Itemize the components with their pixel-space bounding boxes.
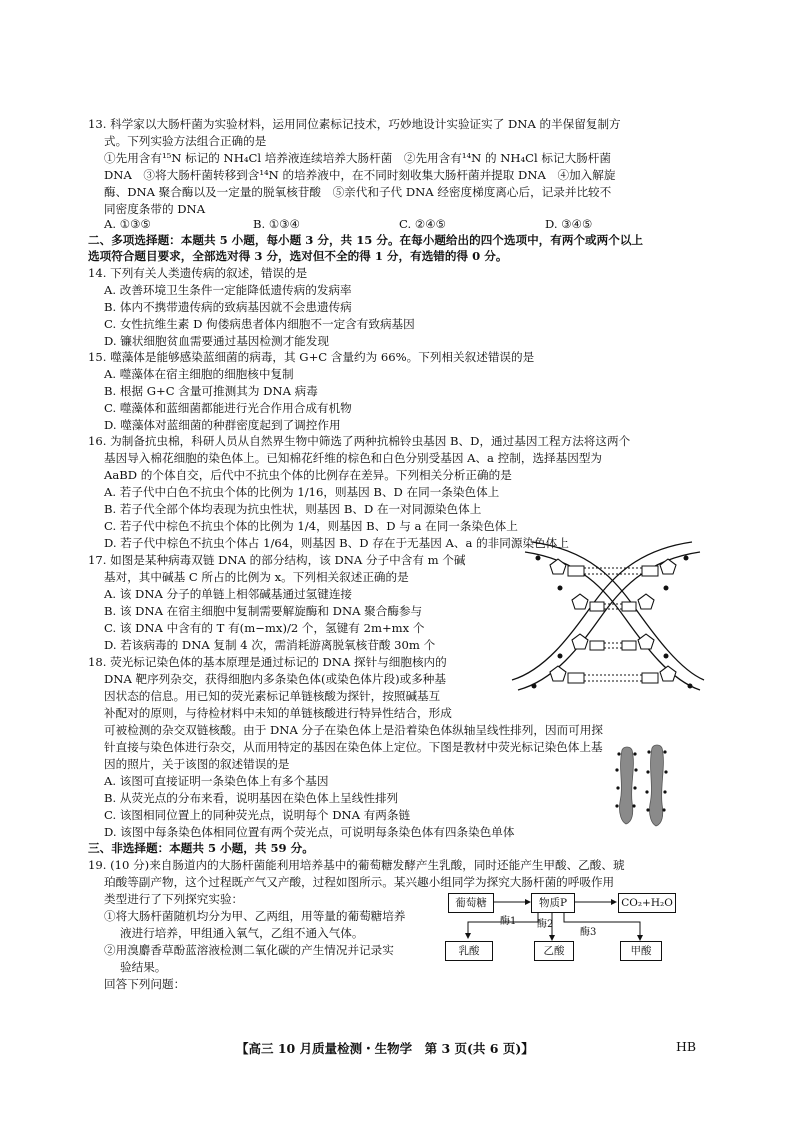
q19-line-6: ②用溴麝香草酚蓝溶液检测二氧化碳的产生情况并记录实 [104, 943, 394, 957]
chromosome-fluorescence-photo [612, 744, 672, 828]
q19-line-8: 回答下列问题： [104, 977, 186, 991]
q13-line-5: 酶、DNA 聚合酶以及一定量的脱氧核苷酸 ⑤亲代和子代 DNA 经密度梯度离心后，记录并比较不 [104, 185, 612, 199]
q17-option-a[interactable]: A. 该 DNA 分子的单链上相邻碱基通过氢键连接 [104, 587, 353, 601]
lactic-acid-box: 乳酸 [445, 941, 493, 961]
substance-p-box: 物质P [531, 893, 575, 913]
q17-line-1: 17. 如图是某种病毒双链 DNA 的部分结构，该 DNA 分子中含有 m 个碱 [88, 553, 466, 567]
enzyme-3-label: 酶3 [580, 927, 597, 938]
q16-option-c[interactable]: C. 若子代中棕色不抗虫个体的比例为 1/4，则基因 B、D 与 a 在同一条染色体上 [104, 519, 518, 533]
section-3-heading: 三、非选择题：本题共 5 小题，共 59 分。 [88, 841, 314, 855]
q13-line-3: ①先用含有¹⁵N 标记的 NH₄Cl 培养液连续培养大肠杆菌 ②先用含有¹⁴N 的 NH₄Cl 标记大肠杆菌 [104, 151, 611, 165]
q18-option-a[interactable]: A. 该图可直接证明一条染色体上有多个基因 [104, 774, 329, 788]
footer-code: HB [676, 1039, 697, 1054]
q18-line-6: 针直接与染色体进行杂交，从而用特定的基因在染色体上定位。下图是教材中荧光标记染色体上基 [104, 740, 603, 754]
formic-acid-box: 甲酸 [620, 941, 662, 961]
q17-option-c[interactable]: C. 该 DNA 中含有的 T 有(m−mx)/2 个，氢键有 2m+mx 个 [104, 621, 425, 635]
q16-line-2: 基因导入棉花细胞的染色体上。已知棉花纤维的棕色和白色分别受基因 A、a 控制，选择基因型为 [104, 451, 603, 465]
q19-line-4: ①将大肠杆菌随机均分为甲、乙两组，用等量的葡萄糖培养 [104, 909, 406, 923]
q13-line-1: 13. 科学家以大肠杆菌为实验材料，运用同位素标记技术，巧妙地设计实验证实了 DNA 的半保留复制方 [88, 117, 621, 131]
page-footer: 【高三 10 月质量检测・生物学 第 3 页(共 6 页)】 [236, 1041, 534, 1056]
q16-line-1: 16. 为制备抗虫棉，科研人员从自然界生物中筛选了两种抗棉铃虫基因 B、D，通过基因工程方法将这两个 [88, 434, 631, 448]
q17-option-d[interactable]: D. 若该病毒的 DNA 复制 4 次，需消耗游离脱氧核苷酸 30m 个 [104, 638, 436, 652]
q13-line-4: DNA ③将大肠杆菌转移到含¹⁴N 的培养液中，在不同时刻收集大肠杆菌并提取 DNA ④加入解旋 [104, 168, 616, 182]
q18-option-c[interactable]: C. 该图相同位置上的同种荧光点，说明每个 DNA 有两条链 [104, 808, 411, 822]
enzyme-1-label: 酶1 [500, 916, 517, 927]
q15-option-a[interactable]: A. 噬藻体在宿主细胞的细胞核中复制 [104, 367, 294, 381]
q15-stem: 15. 噬藻体是能够感染蓝细菌的病毒，其 G+C 含量约为 66%。下列相关叙述错误的是 [88, 350, 535, 364]
section-2-heading-2: 选项符合题目要求，全部选对得 3 分，选对但不全的得 1 分，有选错的得 0 分。 [88, 249, 508, 263]
q18-option-d[interactable]: D. 该图中每条染色体相同位置有两个荧光点，可说明每条染色体有四条染色单体 [104, 825, 515, 839]
q14-option-c[interactable]: C. 女性抗维生素 D 佝偻病患者体内细胞不一定含有致病基因 [104, 317, 415, 331]
co2-h2o-box: CO₂+H₂O [618, 893, 676, 913]
q19-line-7: 验结果。 [120, 960, 167, 974]
section-2-heading-1: 二、多项选择题：本题共 5 小题，每小题 3 分，共 15 分。在每小题给出的四个选项中，有两个或两个以上 [88, 233, 644, 247]
arrow-p-to-formic [564, 911, 640, 940]
q14-stem: 14. 下列有关人类遗传病的叙述，错误的是 [88, 266, 308, 280]
q15-option-d[interactable]: D. 噬藻体对蓝细菌的种群密度起到了调控作用 [104, 418, 341, 432]
q19-line-3: 类型进行了下列探究实验： [104, 892, 244, 906]
q13-option-d[interactable]: D. ③④⑤ [545, 217, 593, 231]
q17-option-b[interactable]: B. 该 DNA 在宿主细胞中复制需要解旋酶和 DNA 聚合酶参与 [104, 604, 423, 618]
acetic-acid-box: 乙酸 [534, 941, 574, 961]
q18-option-b[interactable]: B. 从荧光点的分布来看，说明基因在染色体上呈线性排列 [104, 791, 399, 805]
q13-option-b[interactable]: B. ①③④ [253, 217, 301, 231]
q19-line-5: 液进行培养，甲组通入氧气，乙组不通入气体。 [120, 926, 364, 940]
q18-line-5: 可被检测的杂交双链核酸。由于 DNA 分子在染色体上是沿着染色体纵轴呈线性排列，因而可用探 [104, 723, 603, 737]
q13-line-6: 同密度条带的 DNA [104, 202, 206, 216]
enzyme-2-label: 酶2 [537, 919, 554, 930]
q15-option-c[interactable]: C. 噬藻体和蓝细菌都能进行光合作用合成有机物 [104, 401, 352, 415]
q14-option-b[interactable]: B. 体内不携带遗传病的致病基因就不会患遗传病 [104, 300, 352, 314]
q14-option-d[interactable]: D. 镰状细胞贫血需要通过基因检测才能发现 [104, 334, 329, 348]
q14-option-a[interactable]: A. 改善环境卫生条件一定能降低遗传病的发病率 [104, 283, 352, 297]
q16-option-a[interactable]: A. 若子代中白色不抗虫个体的比例为 1/16，则基因 B、D 在同一条染色体上 [104, 485, 500, 499]
q15-option-b[interactable]: B. 根据 G+C 含量可推测其为 DNA 病毒 [104, 384, 318, 398]
q13-line-2: 式。下列实验方法组合正确的是 [104, 134, 267, 148]
glucose-box: 葡萄糖 [448, 893, 494, 913]
q16-option-b[interactable]: B. 若子代全部个体均表现为抗虫性状，则基因 B、D 在一对同源染色体上 [104, 502, 482, 516]
q18-line-4: 补配对的原则，与待检材料中未知的单链核酸进行特异性结合，形成 [104, 706, 452, 720]
q17-line-2: 基对，其中碱基 C 所占的比例为 x。下列相关叙述正确的是 [104, 570, 409, 584]
q18-line-7: 因的照片，关于该图的叙述错误的是 [104, 757, 290, 771]
dna-double-helix-figure [510, 540, 705, 700]
q18-line-1: 18. 荧光标记染色体的基本原理是通过标记的 DNA 探针与细胞核内的 [88, 655, 447, 669]
q18-line-3: 因状态的信息。用已知的荧光素标记单链核酸为探针，按照碱基互 [104, 689, 441, 703]
q19-line-1: 19. (10 分)来自肠道内的大肠杆菌能利用培养基中的葡萄糖发酵产生乳酸，同时还能产生甲酸、乙酸、琥 [88, 858, 625, 872]
q19-line-2: 珀酸等副产物，这个过程既产气又产酸，过程如图所示。某兴趣小组同学为探究大肠杆菌的呼吸作用 [104, 875, 615, 889]
q13-option-a[interactable]: A. ①③⑤ [104, 217, 151, 231]
q16-line-3: AaBD 的个体自交，后代中不抗虫个体的比例存在差异。下列相关分析正确的是 [104, 468, 512, 482]
q13-option-c[interactable]: C. ②④⑤ [399, 217, 447, 231]
q16-option-d[interactable]: D. 若子代中棕色不抗虫个体占 1/64，则基因 B、D 存在于无基因 A、a 的非同源染色体上 [104, 536, 569, 550]
q18-line-2: DNA 靶序列杂交，获得细胞内多条染色体(或染色体片段)或多种基 [104, 672, 446, 686]
